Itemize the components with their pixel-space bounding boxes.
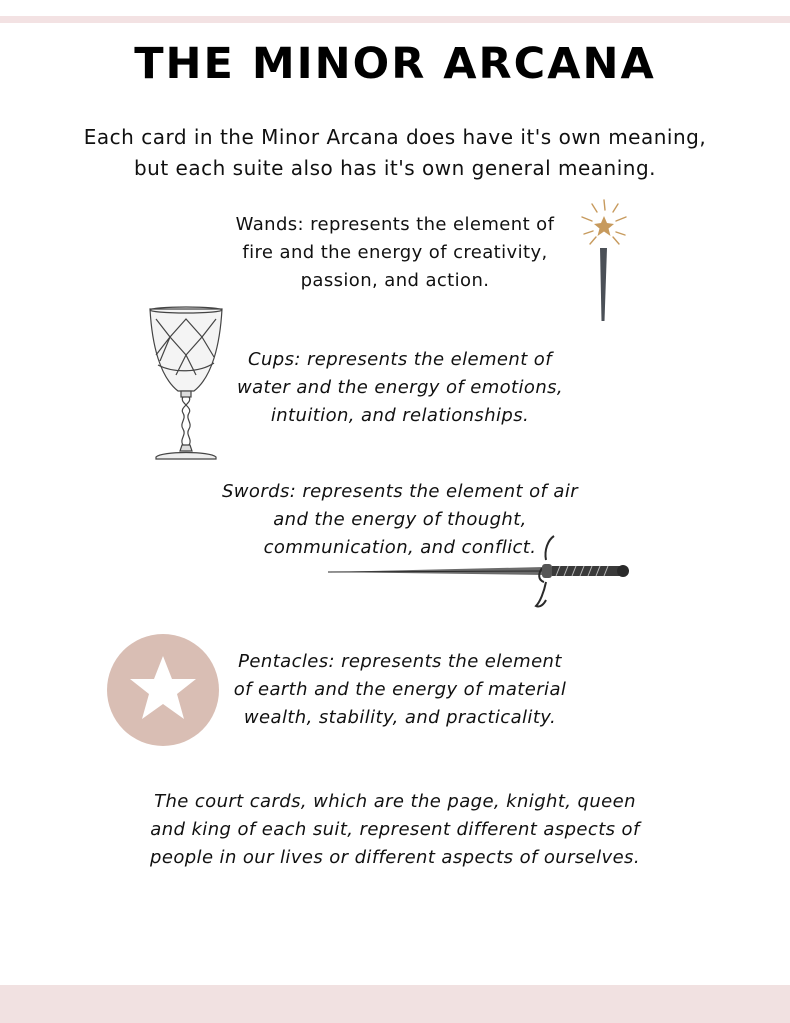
court-cards-description bbox=[115, 788, 675, 872]
wands-line: fire and the energy of creativity, bbox=[242, 242, 548, 263]
cups-description bbox=[215, 346, 585, 430]
pentacles-line: of earth and the energy of material bbox=[233, 679, 567, 700]
court-line: people in our lives or different aspects of ourselves. bbox=[150, 847, 640, 868]
intro-line: Each card in the Minor Arcana does have it's own meaning, bbox=[83, 125, 707, 149]
intro-line: but each suite also has it's own general meaning. bbox=[133, 156, 657, 180]
wands-line: passion, and action. bbox=[300, 270, 490, 291]
swords-line: Swords: represents the element of air bbox=[221, 481, 579, 502]
page-title: THE MINOR ARCANA bbox=[134, 39, 656, 89]
court-line: and king of each suit, represent different aspects of bbox=[150, 819, 640, 840]
star-circle-icon bbox=[107, 634, 219, 746]
sword-icon bbox=[326, 530, 630, 610]
bottom-accent-band bbox=[0, 985, 790, 1023]
intro-paragraph bbox=[60, 122, 730, 184]
cups-line: Cups: represents the element of bbox=[248, 349, 552, 370]
cups-line: intuition, and relationships. bbox=[270, 405, 530, 426]
wands-description bbox=[210, 211, 580, 295]
goblet-icon bbox=[148, 305, 224, 461]
cups-line: water and the energy of emotions, bbox=[236, 377, 564, 398]
magic-wand-icon bbox=[570, 190, 634, 325]
pentacles-line: Pentacles: represents the element bbox=[238, 651, 562, 672]
swords-line: and the energy of thought, bbox=[273, 509, 527, 530]
pentacles-description bbox=[215, 648, 585, 732]
swords-line: communication, and conflict. bbox=[263, 537, 537, 558]
pentacles-line: wealth, stability, and practicality. bbox=[243, 707, 557, 728]
court-line: The court cards, which are the page, knight, queen bbox=[154, 791, 636, 812]
top-accent-band bbox=[0, 16, 790, 23]
wands-line: Wands: represents the element of bbox=[235, 214, 555, 235]
